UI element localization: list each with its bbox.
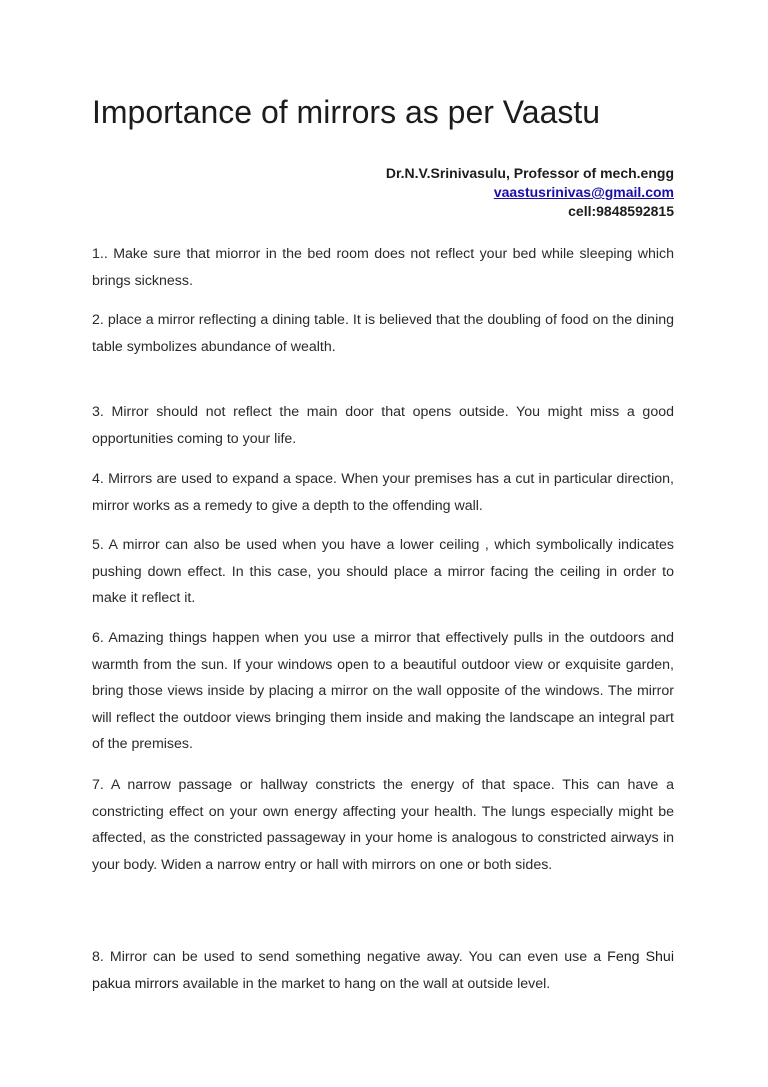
document-title: Importance of mirrors as per Vaastu (92, 94, 601, 130)
paragraph-5: 5. A mirror can also be used when you have a lower ceiling , which symbolically indicates pushing down effect. In this case, you should place a mirror facing the ceiling in order to make it reflect it. (92, 537, 674, 607)
author-name: Dr.N.V.Srinivasulu, Professor of mech.engg (385, 165, 674, 181)
paragraph-2: 2. place a mirror reflecting a dining table. It is believed that the doubling of food on the dining table symbolizes abundance of wealth. (92, 312, 674, 355)
paragraph-3: 3. Mirror should not reflect the main door that opens outside. You might miss a good opportunities coming to your life. (92, 404, 674, 447)
paragraph-8-intro: 8. Mirror can be used to send something negative away. You can even use a (92, 949, 608, 965)
feng-shui-link[interactable]: Feng Shui pakua mirrors (92, 949, 674, 992)
author-email-link[interactable]: vaastusrinivas@gmail.com (493, 184, 674, 200)
paragraph-8-rest: available in the market to hang on the wall at outside level. (178, 975, 551, 992)
paragraph-7: 7. A narrow passage or hallway constricts the energy of that space. This can have a constricting effect on your own energy affecting your health. The lungs especially might be affected, as the constricted passageway in your home is analogous to constricted airways in your body. Widen a narrow entry or hall with mirrors on one or both sides. (92, 777, 674, 873)
paragraph-8 (92, 944, 674, 997)
author-cell: cell:9848592815 (568, 203, 674, 219)
paragraph-1: 1.. Make sure that miorror in the bed room does not reflect your bed while sleeping which brings sickness. (92, 246, 674, 289)
paragraph-6: 6. Amazing things happen when you use a mirror that effectively pulls in the outdoors and warmth from the sun. If your windows open to a beautiful outdoor view or exquisite garden, bring those views inside by placing a mirror on the wall opposite of the windows. The mirror will reflect the outdoor views bringing them inside and making the landscape an integral part of the premises. (92, 630, 674, 753)
author-block (386, 164, 674, 221)
paragraph-4: 4. Mirrors are used to expand a space. When your premises has a cut in particular direction, mirror works as a remedy to give a depth to the offending wall. (92, 471, 674, 514)
